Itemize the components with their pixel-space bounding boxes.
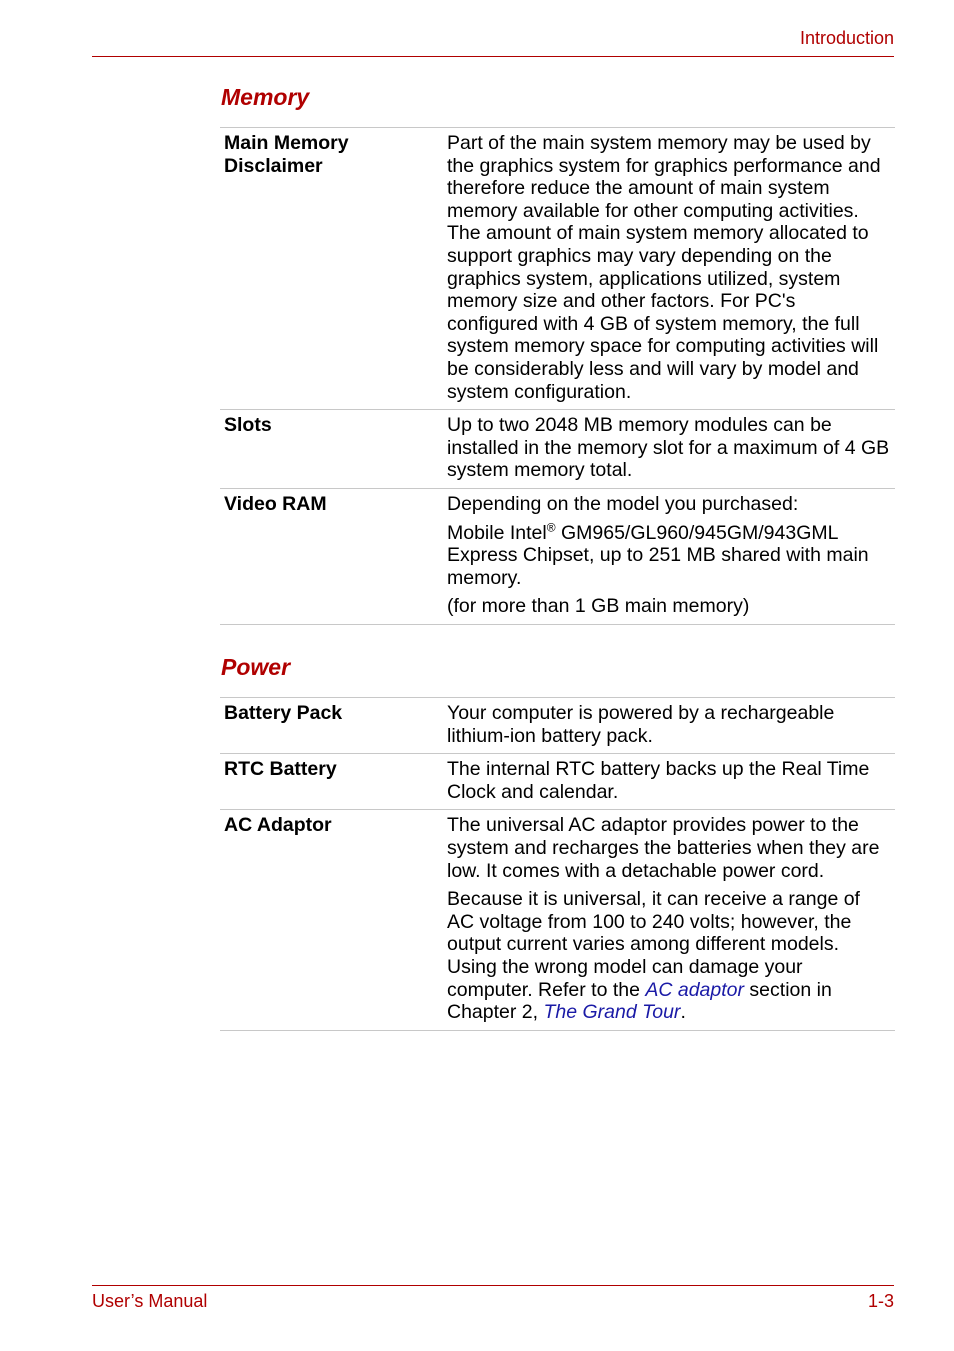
- table-row: [220, 410, 895, 489]
- battery-pack-description: [447, 698, 895, 754]
- ac-adaptor-text-2: [447, 888, 891, 1024]
- rtc-battery-description: [447, 754, 895, 810]
- power-spec-table: [220, 697, 895, 1031]
- ac-adaptor-description: [447, 810, 895, 1030]
- video-ram-text-1: Depending on the model you purchased:: [447, 492, 799, 515]
- video-ram-text-3: (for more than 1 GB main memory): [447, 595, 750, 618]
- footer-manual-title: User’s Manual: [92, 1291, 208, 1311]
- battery-pack-label: Battery Pack: [220, 698, 447, 754]
- grand-tour-link[interactable]: The Grand Tour: [543, 1001, 681, 1024]
- table-row: [220, 488, 895, 624]
- memory-section-title: Memory: [221, 84, 310, 110]
- ac-adaptor-text-1: The universal AC adaptor provides power to the system and recharges the batteries when they are low. It comes with a detachable power cord.: [447, 814, 880, 882]
- header-rule: [92, 56, 894, 57]
- table-row: [220, 810, 895, 1030]
- table-row: [220, 754, 895, 810]
- main-memory-label: Main Memory Disclaimer: [220, 128, 447, 410]
- page-number: 1-3: [867, 1291, 894, 1311]
- battery-pack-text: Your computer is powered by a rechargeable lithium-ion battery pack.: [447, 702, 835, 747]
- video-ram-text-2: [447, 522, 891, 590]
- rtc-battery-text: The internal RTC battery backs up the Real Time Clock and calendar.: [447, 758, 870, 803]
- ac-adaptor-text-2a: Because it is universal, it can receive a range of AC voltage from 100 to 240 volts; however, the output current varies among different models. Using the wrong model can damage your computer. Refer to the: [447, 888, 860, 1001]
- memory-spec-table: [220, 127, 895, 625]
- ac-adaptor-text-2c: .: [680, 1001, 686, 1024]
- registered-mark: ®: [546, 520, 556, 534]
- slots-description: [447, 410, 895, 489]
- main-memory-text: Part of the main system memory may be used by the graphics system for graphics performance and therefore reduce the amount of main system memory available for other computing activities. The amount of main system memory allocated to support graphics may vary depending on the graphics system, applications utilized, system memory size and other factors. For PC's configured with 4 GB of system memory, the full system memory space for computing activities will be considerably less and will vary by model and system configuration.: [447, 132, 881, 403]
- video-ram-chipset-suffix: GM965/GL960/945GM/943GML Express Chipset, up to 251 MB shared with main memory.: [447, 521, 869, 589]
- ac-adaptor-label: AC Adaptor: [220, 810, 447, 1030]
- table-row: [220, 128, 895, 410]
- ac-adaptor-text-2b: section in Chapter 2,: [447, 978, 832, 1024]
- ac-adaptor-link[interactable]: AC adaptor: [645, 978, 745, 1001]
- video-ram-chipset-prefix: Mobile Intel: [447, 521, 547, 544]
- rtc-battery-label: RTC Battery: [220, 754, 447, 810]
- power-section-title: Power: [221, 654, 291, 680]
- video-ram-label: Video RAM: [220, 488, 447, 624]
- running-header: Introduction: [799, 28, 894, 48]
- video-ram-description: [447, 488, 895, 624]
- slots-label: Slots: [220, 410, 447, 489]
- table-row: [220, 698, 895, 754]
- main-memory-description: [447, 128, 895, 410]
- slots-text: Up to two 2048 MB memory modules can be installed in the memory slot for a maximum of 4 GB system memory total.: [447, 414, 890, 482]
- footer-rule: [92, 1285, 894, 1286]
